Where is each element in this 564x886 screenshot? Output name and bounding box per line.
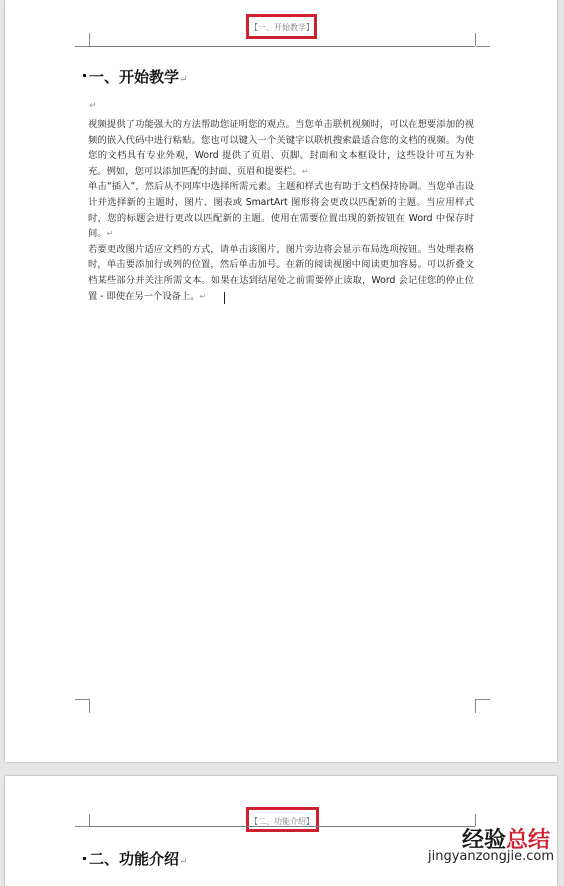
paragraph-1: 视频提供了功能强大的方法帮助您证明您的观点。当您单击联机视频时，可以在想要添加的视频的嵌入代码中进行粘贴。您也可以键入一个关键字以联机搜索最适合您的文档的视频。为使您的文档具有专业外观，Word 提供了页眉、页脚、封面和文本框设计，这些设计可互为补充。例如，您可以添加匹配的封面、页眉和提要栏。↵ xyxy=(88,119,474,177)
crop-mark-top-left-2 xyxy=(89,814,90,826)
heading-text: 一、开始教学 xyxy=(89,68,180,86)
crop-mark-bottom-right xyxy=(475,699,476,713)
crop-mark-bottom-right-h xyxy=(476,699,490,700)
site-watermark xyxy=(416,823,556,869)
watermark-title-part1: 经验 xyxy=(461,828,506,853)
crop-mark-top-left-h-2 xyxy=(75,826,89,827)
crop-mark-bottom-left-h xyxy=(75,699,89,700)
crop-mark-top-left xyxy=(89,33,90,46)
text-cursor xyxy=(224,292,225,304)
paragraph-2: 单击“插入”，然后从不同库中选择所需元素。主题和样式也有助于文档保持协调。当您单击设计并选择新的主题时，图片、图表或 SmartArt 图形将会更改以匹配新的主题。当应用样式时，您的标题会进行更改以匹配新的主题。使用在需要位置出现的新按钮在 Word 中保存时间。↵ xyxy=(88,181,474,240)
header-line xyxy=(89,46,475,47)
document-page-1 xyxy=(5,0,557,762)
paragraph-mark-2: ↵ xyxy=(179,856,188,867)
page-header-text-2[interactable]: 【二、功能介绍】 xyxy=(250,817,314,826)
empty-paragraph-mark: ↵ xyxy=(89,101,97,111)
crop-mark-top-right-h xyxy=(476,46,490,47)
page-header-text[interactable]: 【一、开始教学】 xyxy=(250,23,314,32)
crop-mark-top-right xyxy=(475,33,476,46)
heading-text-2: 二、功能介绍 xyxy=(89,850,180,868)
heading-bullet-2 xyxy=(83,857,86,860)
section-heading-2[interactable] xyxy=(89,848,187,869)
watermark-title-part2: 总结 xyxy=(505,828,550,853)
paragraph-3: 若要更改图片适应文档的方式，请单击该图片，图片旁边将会显示布局选项按钮。当处理表格时，单击要添加行或列的位置，然后单击加号。在新的阅读视图中阅读更加容易。可以折叠文档某些部分并关注所需文本。如果在达到结尾处之前需要停止读取，Word 会记住您的停止位置 - 即使在另一个设备上。↵ xyxy=(88,243,474,302)
crop-mark-top-left-h xyxy=(75,46,89,47)
crop-mark-bottom-left xyxy=(89,699,90,713)
section-heading-1[interactable] xyxy=(89,66,187,87)
heading-bullet xyxy=(83,74,86,77)
body-text[interactable] xyxy=(88,117,474,304)
paragraph-mark: ↵ xyxy=(179,74,188,85)
watermark-url: jingyanzongjie.com xyxy=(427,849,554,864)
